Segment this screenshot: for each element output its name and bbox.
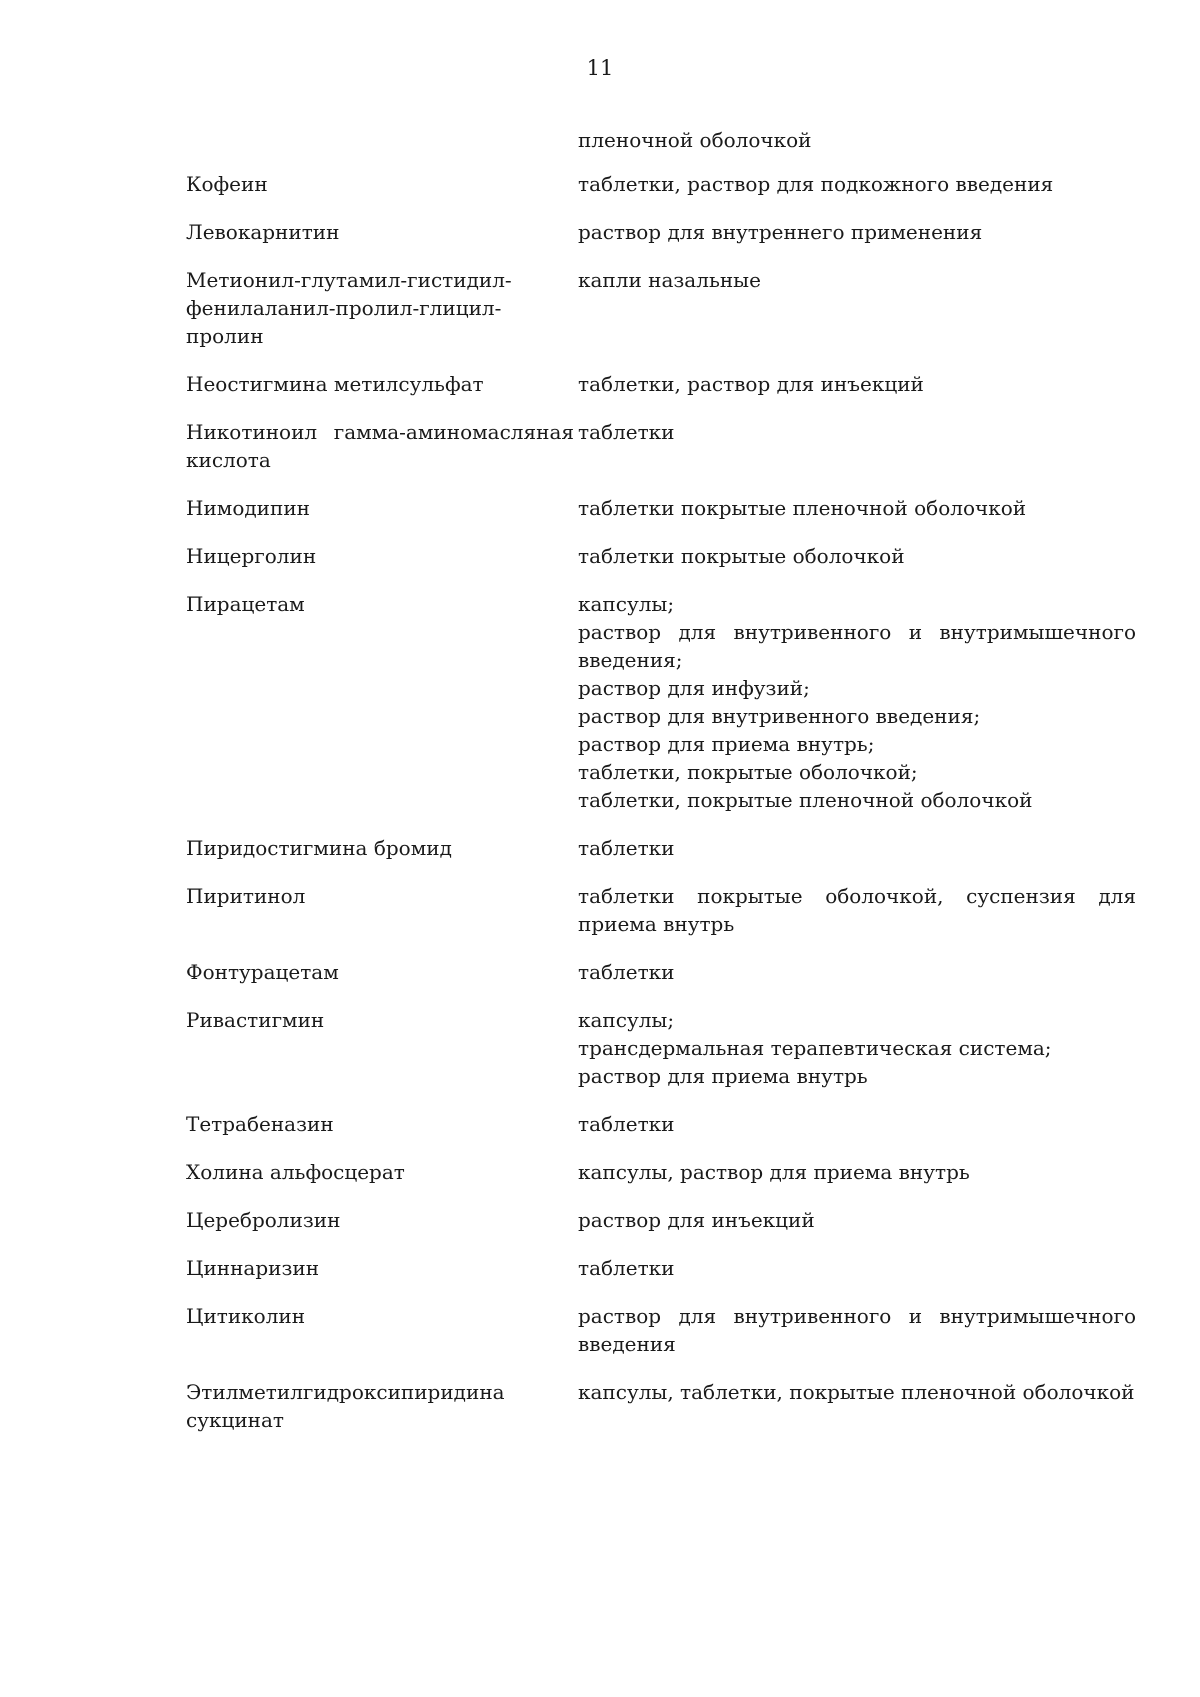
drug-name: Левокарнитин [186, 220, 340, 244]
table-row [186, 1158, 1136, 1206]
dosage-form: капли назальные [578, 268, 761, 292]
dosage-form: таблетки покрытые пленочной оболочкой [578, 496, 1027, 520]
dosage-form: таблетки [578, 420, 675, 444]
drug-dosage-table [186, 170, 1136, 1454]
dosage-form: таблетки, раствор для подкожного введения [578, 172, 1054, 196]
drug-name: Холина альфосцерат [186, 1160, 405, 1184]
dosage-form: капсулы; трансдермальная терапевтическая система; раствор для приема внутрь [578, 1008, 1052, 1088]
table-row [186, 882, 1136, 958]
table-row [186, 1206, 1136, 1254]
table-row [186, 218, 1136, 266]
table-row [186, 266, 1136, 370]
table-row [186, 834, 1136, 882]
drug-name: Кофеин [186, 172, 268, 196]
drug-name: Нимодипин [186, 496, 311, 520]
drug-name: Пиридостигмина бромид [186, 836, 452, 860]
dosage-form: таблетки покрытые оболочкой, суспензия для приема внутрь [578, 884, 1136, 936]
drug-name: Фонтурацетам [186, 960, 339, 984]
table-row [186, 542, 1136, 590]
continued-dosage-form: пленочной оболочкой [578, 128, 812, 152]
drug-name: Цитиколин [186, 1304, 306, 1328]
dosage-form: раствор для инъекций [578, 1208, 815, 1232]
dosage-form: таблетки [578, 960, 675, 984]
drug-name: Пиритинол [186, 884, 306, 908]
drug-name: Этилметилгидроксипиридина сукцинат [186, 1380, 505, 1432]
table-row [186, 170, 1136, 218]
drug-name: Тетрабеназин [186, 1112, 334, 1136]
dosage-form: капсулы, таблетки, покрытые пленочной оболочкой [578, 1380, 1135, 1404]
dosage-form: раствор для внутреннего применения [578, 220, 983, 244]
table-row [186, 370, 1136, 418]
table-row [186, 1006, 1136, 1110]
drug-name: Неостигмина метилсульфат [186, 372, 484, 396]
table-row [186, 494, 1136, 542]
dosage-form: капсулы; раствор для внутривенного и внутримышечного введения; раствор для инфузий; раствор для внутривенного введения; раствор для приема внутрь; таблетки, покрытые оболочкой; таблетки, покрытые пленочной оболочкой [578, 592, 1136, 812]
table-row [186, 1302, 1136, 1378]
table-row [186, 1378, 1136, 1454]
drug-name: Ривастигмин [186, 1008, 325, 1032]
drug-name: Ницерголин [186, 544, 317, 568]
drug-name: Пирацетам [186, 592, 305, 616]
dosage-form: капсулы, раствор для приема внутрь [578, 1160, 970, 1184]
dosage-form: таблетки, раствор для инъекций [578, 372, 924, 396]
drug-name: Церебролизин [186, 1208, 341, 1232]
drug-name: Метионил-глутамил-гистидил- фенилаланил-пролил-глицил- пролин [186, 268, 512, 348]
table-row [186, 590, 1136, 834]
dosage-form: таблетки [578, 836, 675, 860]
dosage-form: раствор для внутривенного и внутримышечного введения [578, 1304, 1136, 1356]
drug-name: Циннаризин [186, 1256, 320, 1280]
page-number: 11 [586, 56, 614, 80]
table-row [186, 1110, 1136, 1158]
dosage-form: таблетки покрытые оболочкой [578, 544, 905, 568]
table-row [186, 958, 1136, 1006]
table-row [186, 1254, 1136, 1302]
table-row [186, 418, 1136, 494]
dosage-form: таблетки [578, 1256, 675, 1280]
dosage-form: таблетки [578, 1112, 675, 1136]
drug-name: Никотиноил гамма-аминомасляная кислота [186, 420, 574, 472]
